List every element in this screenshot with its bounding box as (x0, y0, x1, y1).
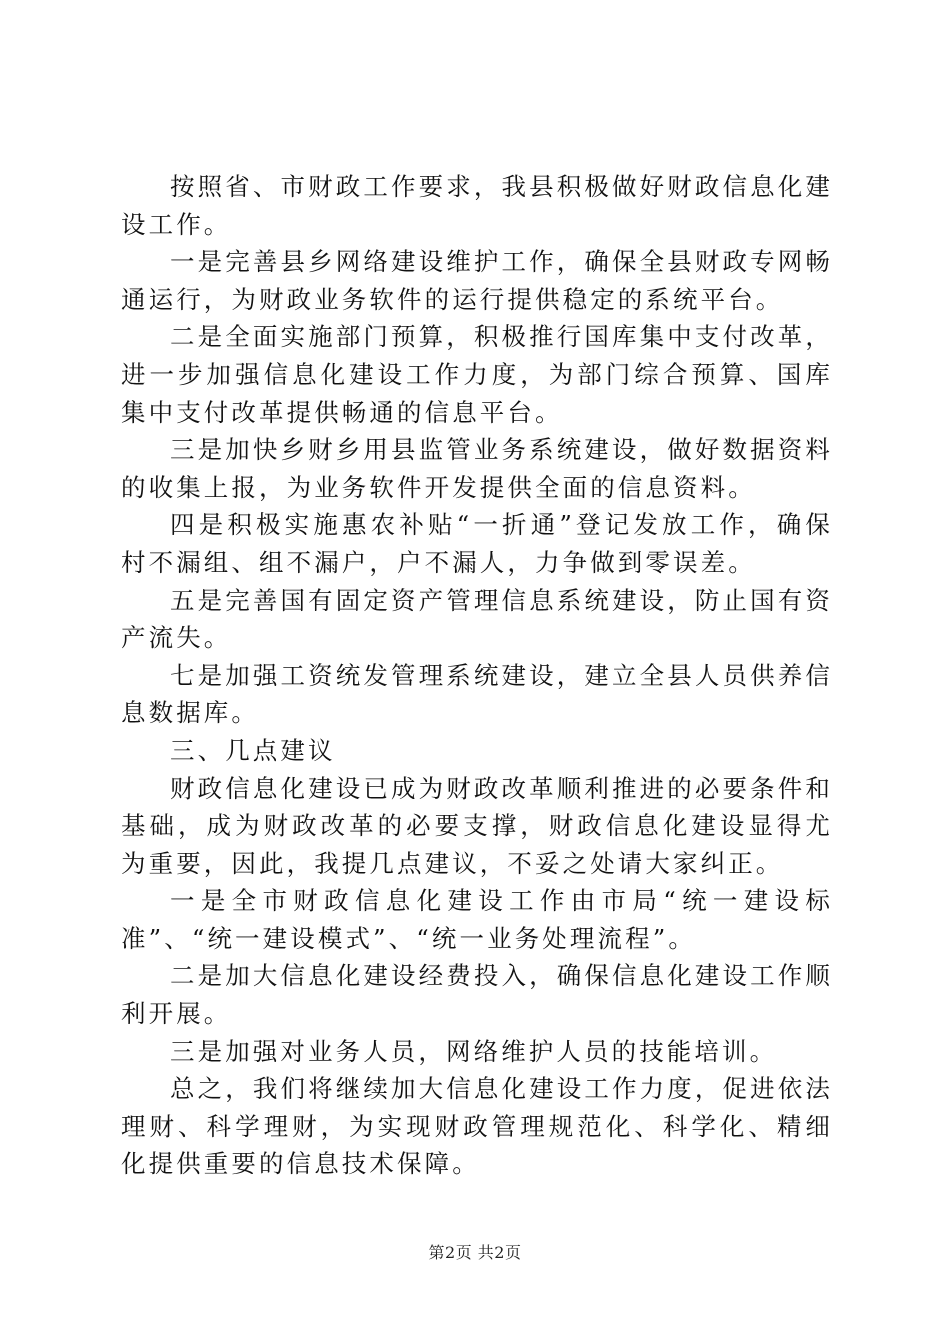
paragraph-conclusion: 总之，我们将继续加大信息化建设工作力度，促进依法理财、科学理财，为实现财政管理规范化、科学化、精细化提供重要的信息技术保障。 (121, 1074, 833, 1179)
paragraph-suggestions-intro: 财政信息化建设已成为财政改革顺利推进的必要条件和基础，成为财政改革的必要支撑，财政信息化建设显得尤为重要，因此，我提几点建议，不妥之处请大家纠正。 (121, 773, 833, 878)
paragraph-item-5: 五是完善国有固定资产管理信息系统建设，防止国有资产流失。 (121, 585, 833, 653)
paragraph-suggestion-1: 一是全市财政信息化建设工作由市局“统一建设标准”、“统一建设模式”、“统一业务处理流程”。 (121, 886, 833, 953)
paragraph-item-2: 二是全面实施部门预算，积极推行国库集中支付改革，进一步加强信息化建设工作力度，为部门综合预算、国库集中支付改革提供畅通的信息平台。 (121, 322, 833, 427)
section-heading: 三、几点建议 (170, 735, 336, 765)
paragraph-item-1: 一是完善县乡网络建设维护工作，确保全县财政专网畅通运行，为财政业务软件的运行提供稳定的系统平台。 (121, 247, 833, 314)
paragraph-suggestion-2: 二是加大信息化建设经费投入，确保信息化建设工作顺利开展。 (121, 961, 833, 1029)
paragraph-item-4: 四是积极实施惠农补贴“一折通”登记发放工作，确保村不漏组、组不漏户，户不漏人，力争做到零误差。 (121, 510, 833, 577)
paragraph-item-3: 三是加快乡财乡用县监管业务系统建设，做好数据资料的收集上报，为业务软件开发提供全面的信息资料。 (121, 435, 833, 502)
paragraph-suggestion-3: 三是加强对业务人员，网络维护人员的技能培训。 (170, 1036, 778, 1066)
paragraph-intro: 按照省、市财政工作要求，我县积极做好财政信息化建设工作。 (121, 172, 833, 239)
document-body (121, 168, 833, 1183)
paragraph-item-7: 七是加强工资统发管理系统建设，建立全县人员供养信息数据库。 (121, 660, 833, 728)
page-number-footer: 第2页 共2页 (428, 1243, 522, 1262)
